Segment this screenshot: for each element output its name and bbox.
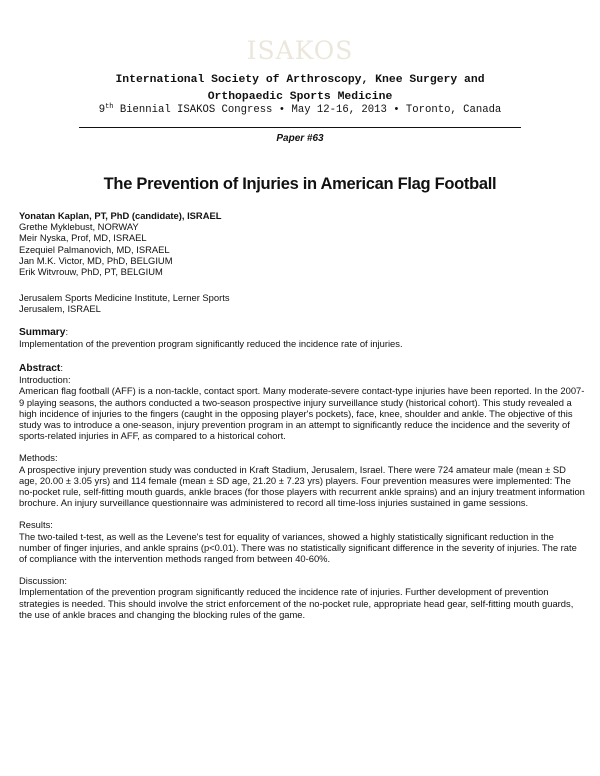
methods-label: Methods: xyxy=(19,452,58,464)
introduction-text: American flag football (AFF) is a non-tackle, contact sport. Many moderate-severe contact-type injuries have been reported. In the 2007-9 playing seasons, the authors conducted a two-season prospective injury surveillance study (historical cohort). This study revealed a high incidence of injuries to the fingers (caught in the opposing player's pockets), face, knee, shoulder and ankle. The objective of this study was to introduce a one-season, injury prevention program in an attempt to significantly reduce the incidence and the severity of sports-related injuries in AFF, as compared to a historical cohort. xyxy=(19,385,585,442)
affiliation xyxy=(19,292,585,314)
lead-author: Yonatan Kaplan, PT, PhD (candidate), ISRAEL xyxy=(19,210,222,221)
summary-colon: : xyxy=(65,326,69,337)
congress-ordinal: 9 xyxy=(98,104,106,116)
author-item: Erik Witvrouw, PhD, PT, BELGIUM xyxy=(19,266,163,278)
congress-line xyxy=(40,101,560,117)
paper-number: Paper #63 xyxy=(276,133,324,144)
affiliation-line-2: Jerusalem, ISRAEL xyxy=(19,303,101,315)
abstract-heading: Abstract xyxy=(19,363,61,374)
author-item: Grethe Myklebust, NORWAY xyxy=(19,221,139,233)
header-divider xyxy=(79,127,521,128)
methods-paragraph xyxy=(19,452,585,508)
abstract-section xyxy=(19,362,585,631)
methods-text: A prospective injury prevention study was conducted in Kraft Stadium, Jerusalem, Israel. There were 724 amateur male (mean ± SD age, 20.00 ± 3.05 yrs) and 114 female (mean ± SD age, 21.20 ± 7.23 yrs) players. Four prevention measures were implemented: The no-pocket rule, self-fitting mouth guards, ankle braces (for those players with recurrent ankle sprains) and an injury treatment information brochure. An injury surveillance questionnaire was administered to record all time-loss injuries sustained in game sessions. xyxy=(19,463,585,509)
author-list xyxy=(19,210,585,277)
discussion-label: Discussion: xyxy=(19,575,67,587)
author-item: Meir Nyska, Prof, MD, ISRAEL xyxy=(19,232,147,244)
results-text: The two-tailed t-test, as well as the Levene's test for equality of variances, showed a highly statistically significant reduction in the number of finger injuries, and ankle sprains (p<0.01). There was no statistically significant difference in the severity of injuries. The rate of compliance with the intervention methods ranged from between 40-60%. xyxy=(19,530,577,565)
discussion-text: Implementation of the prevention program significantly reduced the incidence rate of injuries. Further development of prevention strategies is needed. This should involve the strict enforcement of the no-pocket rule, appropriate head gear, self-fitting mouth guards, the use of ankle braces and changing the blocking rules of the game. xyxy=(19,586,574,620)
paper-title: The Prevention of Injuries in American Flag Football xyxy=(103,175,497,193)
society-name-line-1: International Society of Arthroscopy, Knee Surgery and xyxy=(115,74,485,86)
abstract-colon: : xyxy=(60,362,63,373)
introduction-label: Introduction: xyxy=(19,374,71,386)
congress-details: Biennial ISAKOS Congress • May 12-16, 2013 • Toronto, Canada xyxy=(113,104,502,116)
summary-section xyxy=(19,326,585,349)
society-name-line-2: Orthopaedic Sports Medicine xyxy=(207,91,393,103)
author-item: Ezequiel Palmanovich, MD, ISRAEL xyxy=(19,243,170,255)
introduction-paragraph xyxy=(19,374,585,441)
discussion-paragraph xyxy=(19,575,585,620)
affiliation-line-1: Jerusalem Sports Medicine Institute, Lerner Sports xyxy=(19,292,230,303)
summary-heading: Summary xyxy=(19,327,66,338)
isakos-watermark: ISAKOS xyxy=(246,36,354,65)
results-paragraph xyxy=(19,519,585,564)
summary-text: Implementation of the prevention program significantly reduced the incidence rate of injuries. xyxy=(19,338,403,350)
congress-ordinal-suffix: th xyxy=(105,103,114,111)
results-label: Results: xyxy=(19,519,53,531)
author-item: Jan M.K. Victor, MD, PhD, BELGIUM xyxy=(19,254,173,266)
